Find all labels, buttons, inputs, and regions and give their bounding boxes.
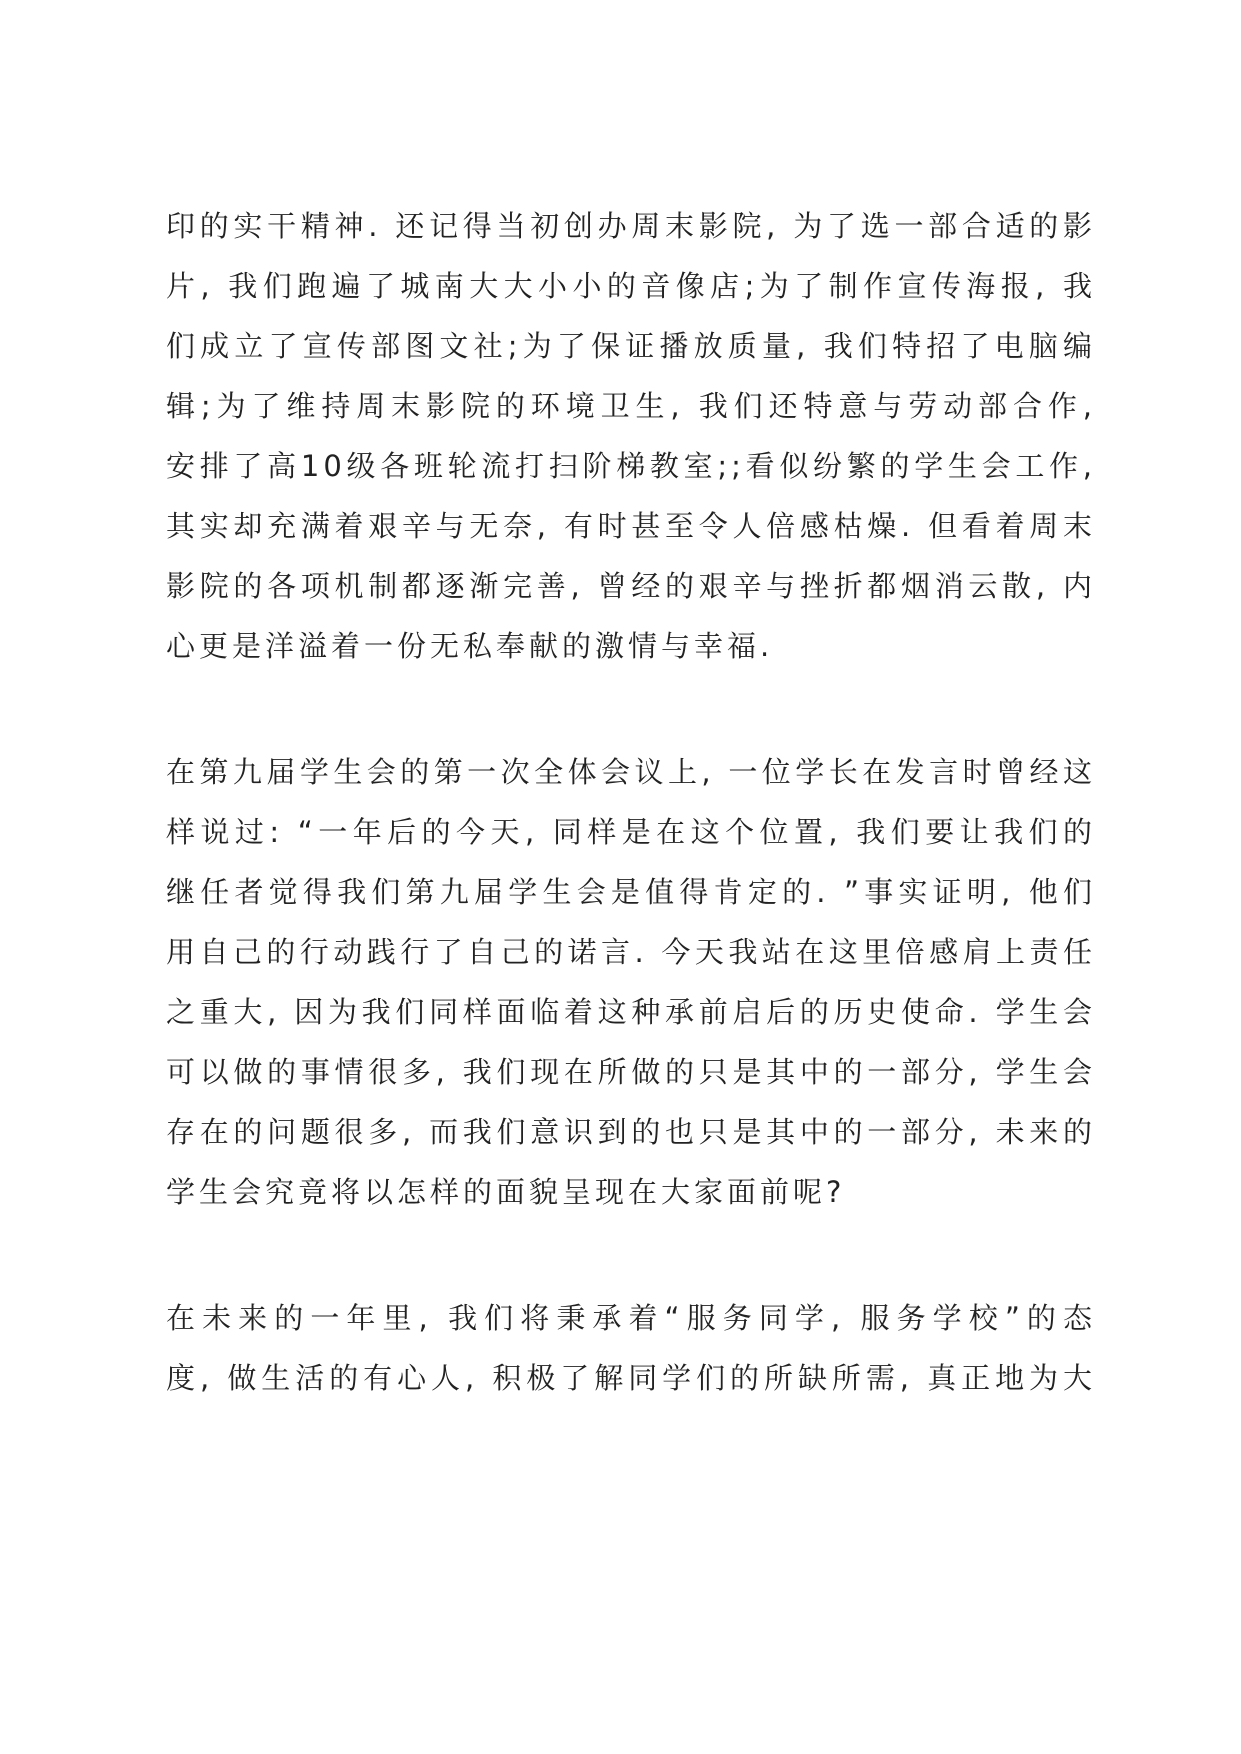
text-line: 用自己的行动践行了自己的诺言. 今天我站在这里倍感肩上责任 <box>166 935 1096 969</box>
text-line: 其实却充满着艰辛与无奈, 有时甚至令人倍感枯燥. 但看着周末 <box>166 509 1096 543</box>
text-line: 影院的各项机制都逐渐完善, 曾经的艰辛与挫折都烟消云散, 内 <box>166 569 1096 603</box>
text-line: 心更是洋溢着一份无私奉献的激情与幸福. <box>166 629 774 663</box>
text-line: 继任者觉得我们第九届学生会是值得肯定的. ”事实证明, 他们 <box>166 875 1096 909</box>
text-line: 辑;为了维持周末影院的环境卫生, 我们还特意与劳动部合作, <box>166 389 1096 423</box>
text-line: 片, 我们跑遍了城南大大小小的音像店;为了制作宣传海报, 我 <box>166 269 1096 303</box>
text-line: 样说过: “一年后的今天, 同样是在这个位置, 我们要让我们的 <box>166 815 1096 849</box>
text-line: 在未来的一年里, 我们将秉承着“服务同学, 服务学校”的态 <box>166 1301 1096 1335</box>
text-line: 印的实干精神. 还记得当初创办周末影院, 为了选一部合适的影 <box>166 209 1096 243</box>
text-line: 在第九届学生会的第一次全体会议上, 一位学长在发言时曾经这 <box>166 755 1096 789</box>
text-line: 学生会究竟将以怎样的面貌呈现在大家面前呢? <box>166 1175 846 1209</box>
text-line: 存在的问题很多, 而我们意识到的也只是其中的一部分, 未来的 <box>166 1115 1096 1149</box>
text-line: 安排了高10级各班轮流打扫阶梯教室;;看似纷繁的学生会工作, <box>166 449 1096 483</box>
text-line: 们成立了宣传部图文社;为了保证播放质量, 我们特招了电脑编 <box>166 329 1096 363</box>
text-line: 之重大, 因为我们同样面临着这种承前启后的历史使命. 学生会 <box>166 995 1096 1029</box>
text-line: 可以做的事情很多, 我们现在所做的只是其中的一部分, 学生会 <box>166 1055 1096 1089</box>
text-line: 度, 做生活的有心人, 积极了解同学们的所缺所需, 真正地为大 <box>166 1361 1096 1395</box>
